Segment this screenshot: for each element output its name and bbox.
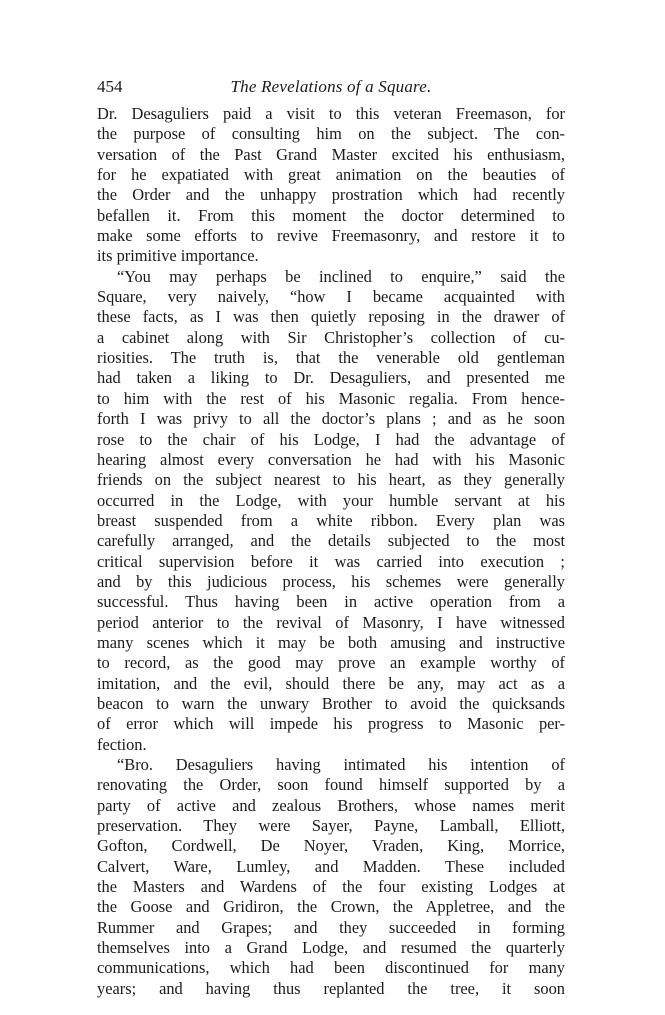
text-line: befallen it. From this moment the doctor determined to <box>97 205 565 225</box>
text-line: the Masters and Wardens of the four existing Lodges at <box>97 877 565 897</box>
text-line: critical supervision before it was carried into execution ; <box>97 551 565 571</box>
text-line: the Order and the unhappy prostration which had recently <box>97 185 565 205</box>
text-line: forth I was privy to all the doctor’s plans ; and as he soon <box>97 409 565 429</box>
text-line: breast suspended from a white ribbon. Every plan was <box>97 510 565 530</box>
text-line: had taken a liking to Dr. Desaguliers, and presented me <box>97 368 565 388</box>
text-line: Calvert, Ware, Lumley, and Madden. These included <box>97 856 565 876</box>
paragraph <box>97 755 565 999</box>
text-line: party of active and zealous Brothers, whose names merit <box>97 795 565 815</box>
paragraph <box>97 104 565 267</box>
book-page <box>97 76 565 999</box>
text-line: “You may perhaps be inclined to enquire,” said the <box>117 266 565 286</box>
text-line: hearing almost every conversation he had with his Masonic <box>97 449 565 469</box>
text-line: the purpose of consulting him on the subject. The con- <box>97 124 565 144</box>
text-line: Gofton, Cordwell, De Noyer, Vraden, King, Morrice, <box>97 836 565 856</box>
text-line: many scenes which it may be both amusing and instructive <box>97 632 565 652</box>
text-line: to him with the rest of his Masonic regalia. From hence- <box>97 388 565 408</box>
text-line: renovating the Order, soon found himself supported by a <box>97 775 565 795</box>
text-line: make some efforts to revive Freemasonry, and restore it to <box>97 226 565 246</box>
paragraph <box>97 267 565 755</box>
text-line: the Goose and Gridiron, the Crown, the Appletree, and the <box>97 897 565 917</box>
text-line: Square, very naively, “how I became acquainted with <box>97 287 565 307</box>
text-line: beacon to warn the unwary Brother to avoid the quicksands <box>97 693 565 713</box>
text-line: communications, which had been discontinued for many <box>97 958 565 978</box>
text-line: successful. Thus having been in active operation from a <box>97 592 565 612</box>
page-number: 454 <box>97 77 123 96</box>
text-line: preservation. They were Sayer, Payne, Lamball, Elliott, <box>97 816 565 836</box>
text-line: Dr. Desaguliers paid a visit to this veteran Freemason, for <box>97 104 565 123</box>
text-line: themselves into a Grand Lodge, and resumed the quarterly <box>97 938 565 958</box>
text-line: fection. <box>97 734 147 754</box>
text-line: Rummer and Grapes; and they succeeded in forming <box>97 917 565 937</box>
text-line: friends on the subject nearest to his heart, as they generally <box>97 470 565 490</box>
page-header <box>97 76 565 100</box>
text-line: of error which will impede his progress to Masonic per- <box>97 714 565 734</box>
text-line: a cabinet along with Sir Christopher’s collection of cu- <box>97 327 565 347</box>
text-line: imitation, and the evil, should there be any, may act as a <box>97 673 565 693</box>
text-line: years; and having thus replanted the tree, it soon <box>97 978 565 998</box>
text-line: rose to the chair of his Lodge, I had the advantage of <box>97 429 565 449</box>
text-line: and by this judicious process, his schemes were generally <box>97 571 565 591</box>
body-text <box>97 104 565 999</box>
text-line: to record, as the good may prove an example worthy of <box>97 653 565 673</box>
text-line: occurred in the Lodge, with your humble servant at his <box>97 490 565 510</box>
text-line: period anterior to the revival of Masonry, I have witnessed <box>97 612 565 632</box>
text-line: riosities. The truth is, that the venerable old gentleman <box>97 348 565 368</box>
text-line: these facts, as I was then quietly reposing in the drawer of <box>97 307 565 327</box>
running-title: The Revelations of a Square. <box>230 77 432 96</box>
text-line: for he expatiated with great animation on the beauties of <box>97 165 565 185</box>
text-line: versation of the Past Grand Master excited his enthusiasm, <box>97 144 565 164</box>
text-line: its primitive importance. <box>97 246 259 266</box>
text-line: carefully arranged, and the details subjected to the most <box>97 531 565 551</box>
text-line: “Bro. Desaguliers having intimated his intention of <box>117 755 565 774</box>
